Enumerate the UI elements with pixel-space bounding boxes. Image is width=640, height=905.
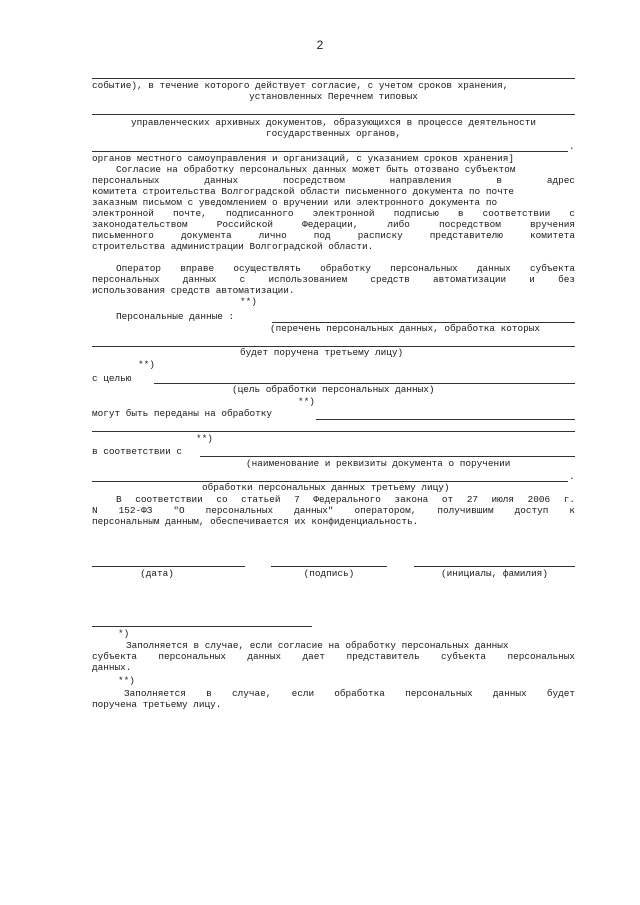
paragraph-line: N 152-ФЗ "О персональных данных" оператором, получившим доступ к: [92, 505, 575, 516]
fill-line: [92, 114, 575, 115]
paragraph-line: персональных данных с использованием средств автоматизации и без: [92, 274, 575, 285]
footnote-mark: **): [298, 396, 315, 407]
signature-caption: (подпись): [303, 568, 355, 579]
text-line: .: [569, 141, 575, 152]
field-label: в соответствии с: [92, 446, 183, 457]
text-line: установленных Перечнем типовых: [249, 91, 418, 102]
paragraph-line: электронной почте, подписанного электронной подписью в соответствии с: [92, 208, 575, 219]
paragraph-line: использования средств автоматизации.: [92, 285, 295, 296]
paragraph-line: Оператор вправе осуществлять обработку персональных данных субъекта: [116, 263, 575, 274]
name-caption: (инициалы, фамилия): [441, 568, 548, 579]
page-number: 2: [316, 38, 324, 52]
name-line: [414, 566, 575, 567]
footnote-mark: **): [138, 359, 155, 370]
footnote-text: поручена третьему лицу.: [92, 699, 222, 710]
fill-line: [92, 151, 568, 152]
field-label: с целью: [92, 373, 132, 384]
field-hint: (цель обработки персональных данных): [232, 384, 435, 395]
fill-line: [92, 78, 575, 79]
date-line: [92, 566, 245, 567]
field-hint: (перечень персональных данных, обработка которых: [270, 323, 541, 334]
field-label: могут быть переданы на обработку: [92, 408, 273, 419]
field-hint: (наименование и реквизиты документа о поручении: [246, 458, 511, 469]
field-hint: обработки персональных данных третьему лицу): [202, 482, 450, 493]
footnote-mark: **): [118, 675, 135, 686]
paragraph-line: письменного документа лично под расписку представителю комитета: [92, 230, 575, 241]
text-line: .: [569, 471, 575, 482]
footnote-mark: *): [118, 628, 130, 639]
paragraph-line: персональным данным, обеспечивается их конфиденциальность.: [92, 516, 419, 527]
paragraph-line: заказным письмом с уведомлением о вручении или электронного документа по: [92, 197, 498, 208]
paragraph-line: комитета строительства Волгоградской области письменного документа по почте: [92, 186, 514, 197]
paragraph-line: законодательством Российской Федерации, либо посредством вручения: [92, 219, 575, 230]
field-label: Персональные данные :: [116, 311, 235, 322]
fill-line: [92, 431, 575, 432]
paragraph-line: строительства администрации Волгоградской области.: [92, 241, 374, 252]
footnote-text: Заполняется в случае, если обработка персональных данных будет: [124, 688, 575, 699]
text-line: государственных органов,: [265, 128, 402, 139]
footnote-text: данных.: [92, 662, 132, 673]
date-caption: (дата): [140, 568, 174, 579]
text-line: событие), в течение которого действует согласие, с учетом сроков хранения,: [92, 80, 509, 91]
footnote-mark: **): [196, 433, 213, 444]
paragraph-line: персональных данных посредством направления в адрес: [92, 175, 575, 186]
paragraph-line: В соответствии со статьей 7 Федерального закона от 27 июля 2006 г.: [116, 494, 575, 505]
footnote-separator: [92, 626, 312, 627]
field-hint: будет поручена третьему лицу): [240, 347, 404, 358]
footnote-mark: **): [240, 296, 257, 307]
fill-line: [316, 419, 575, 420]
text-line: органов местного самоуправления и организаций, с указанием сроков хранения]: [92, 153, 514, 164]
text-line: управленческих архивных документов, образующихся в процессе деятельности: [130, 117, 537, 128]
paragraph-line: Согласие на обработку персональных данных может быть отозвано субъектом: [116, 164, 516, 175]
fill-line: [200, 456, 575, 457]
footnote-text: Заполняется в случае, если согласие на обработку персональных данных: [126, 640, 509, 651]
footnote-text: субъекта персональных данных дает представитель субъекта персональных: [92, 651, 575, 662]
signature-line: [271, 566, 387, 567]
